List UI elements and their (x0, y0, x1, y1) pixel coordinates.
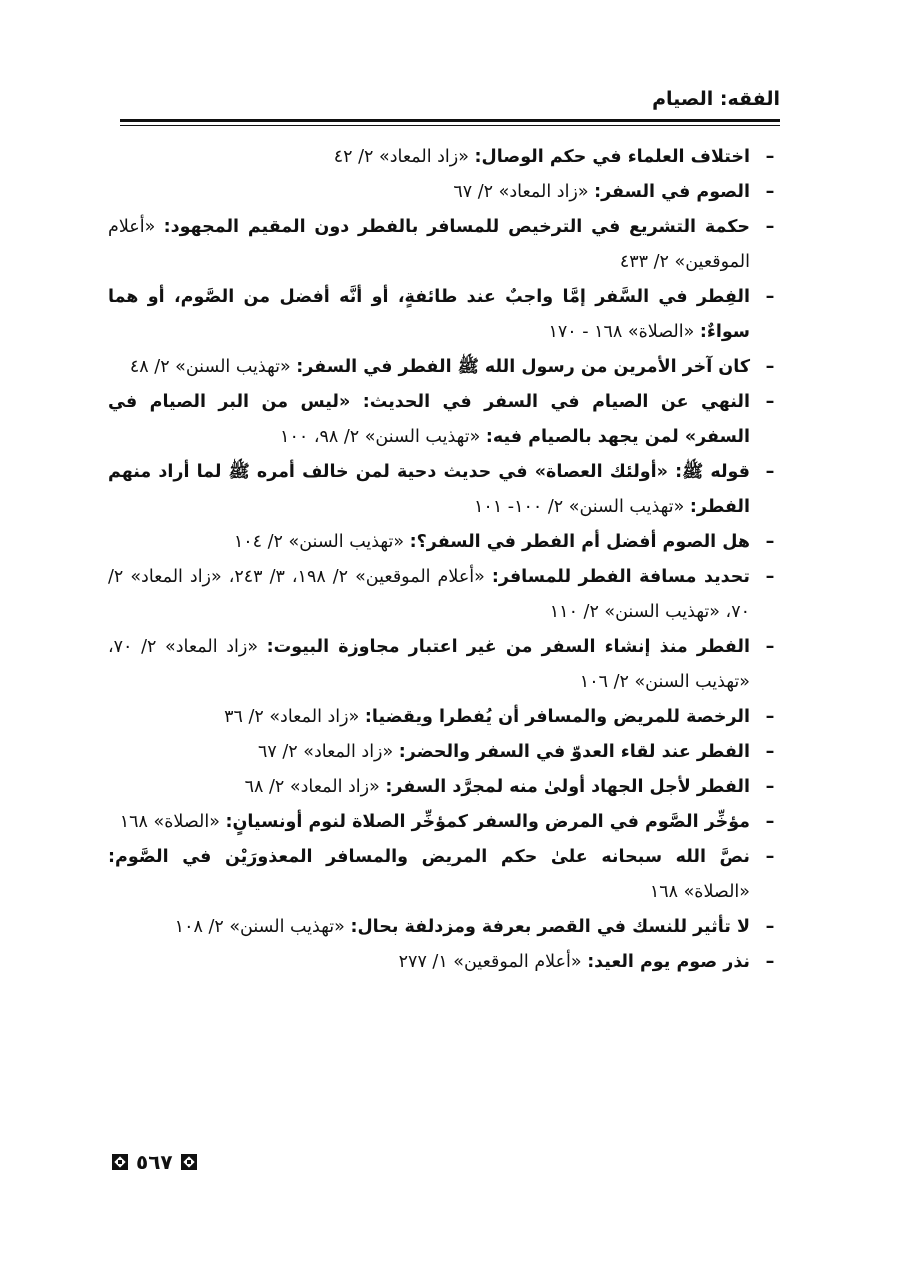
entry-dash: – (765, 147, 775, 167)
entry-dash: – (765, 462, 775, 482)
entry-dash: – (765, 707, 775, 727)
index-entry (108, 840, 780, 910)
index-entry-list (108, 140, 780, 980)
page-footer (112, 1150, 197, 1174)
header-rule-thick (120, 119, 780, 122)
index-entry (108, 735, 780, 770)
index-entry (108, 630, 780, 700)
entry-topic: النهي عن الصيام في السفر في الحديث: «ليس من البر الصيام في السفر» لمن يجهد بالصيام فيه: (108, 392, 750, 447)
entry-reference: «زاد المعاد» ٢/ ٧٠، «تهذيب السنن» ٢/ ١٠٦ (108, 637, 750, 692)
entry-dash: – (765, 392, 775, 412)
entry-dash: – (765, 567, 775, 587)
index-entry (108, 280, 780, 350)
entry-reference: «الصلاة» ١٦٨ (119, 812, 220, 832)
index-entry (108, 210, 780, 280)
index-entry (108, 525, 780, 560)
entry-reference: «الصلاة» ١٦٨ (649, 882, 750, 902)
entry-topic: الفِطر في السَّفر إمَّا واجبٌ عند طائفةٍ، أو أنَّه أفضل من الصَّوم، أو هما سواءٌ: (108, 287, 750, 342)
entry-reference: «تهذيب السنن» ٢/ ١٠٠- ١٠١ (474, 497, 685, 517)
entry-dash: – (765, 847, 775, 867)
entry-topic: مؤخِّر الصَّوم في المرض والسفر كمؤخِّر الصلاة لنوم أونسيانٍ: (225, 812, 750, 832)
entry-reference: «أعلام الموقعين» ١/ ٢٧٧ (398, 952, 582, 972)
index-entry (108, 455, 780, 525)
index-entry (108, 945, 780, 980)
index-entry (108, 805, 780, 840)
entry-topic: قوله ﷺ: «أولئك العصاة» في حديث دحية لمن خالف أمره ﷺ لما أراد منهم الفطر: (108, 462, 750, 517)
running-header-title: الفقه: الصيام (652, 88, 780, 110)
ornament-icon (112, 1154, 128, 1170)
entry-dash: – (765, 952, 775, 972)
index-entry (108, 385, 780, 455)
entry-dash: – (765, 777, 775, 797)
entry-reference: «زاد المعاد» ٢/ ٣٦ (224, 707, 360, 727)
entry-reference: «تهذيب السنن» ٢/ ٤٨ (129, 357, 291, 377)
entry-reference: «زاد المعاد» ٢/ ٦٧ (453, 182, 589, 202)
index-entry (108, 350, 780, 385)
index-entry (108, 910, 780, 945)
entry-topic: حكمة التشريع في الترخيص للمسافر بالفطر دون المقيم المجهود: (163, 217, 750, 237)
entry-topic: الفطر لأجل الجهاد أولىٰ منه لمجرَّد السفر: (385, 777, 750, 797)
entry-reference: «تهذيب السنن» ٢/ ١٠٨ (174, 917, 345, 937)
entry-reference: «زاد المعاد» ٢/ ٤٢ (333, 147, 469, 167)
entry-topic: نذر صوم يوم العيد: (587, 952, 750, 972)
entry-reference: «الصلاة» ١٦٨ - ١٧٠ (548, 322, 695, 342)
entry-topic: كان آخر الأمرين من رسول الله ﷺ الفطر في السفر: (296, 357, 750, 377)
entry-topic: الصوم في السفر: (594, 182, 750, 202)
entry-reference: «تهذيب السنن» ٢/ ١٠٤ (233, 532, 405, 552)
entry-topic: تحديد مسافة الفطر للمسافر: (491, 567, 750, 587)
entry-topic: لا تأثير للنسك في القصر بعرفة ومزدلفة بحال: (350, 917, 750, 937)
entry-dash: – (765, 637, 775, 657)
entry-dash: – (765, 812, 775, 832)
entry-dash: – (765, 532, 775, 552)
index-entry (108, 560, 780, 630)
entry-topic: الفطر عند لقاء العدوّ في السفر والحضر: (398, 742, 750, 762)
entry-topic: اختلاف العلماء في حكم الوصال: (474, 147, 750, 167)
index-entry (108, 140, 780, 175)
entry-topic: نصَّ الله سبحانه علىٰ حكم المريض والمسافر المعذورَيْن في الصَّوم: (108, 847, 750, 867)
entry-dash: – (765, 742, 775, 762)
entry-reference: «زاد المعاد» ٢/ ٦٨ (244, 777, 380, 797)
entry-dash: – (765, 287, 775, 307)
entry-reference: «أعلام الموقعين» ٢/ ١٩٨، ٣/ ٢٤٣، «زاد المعاد» ٢/ ٧٠، «تهذيب السنن» ٢/ ١١٠ (108, 567, 750, 622)
entry-reference: «زاد المعاد» ٢/ ٦٧ (258, 742, 394, 762)
entry-topic: هل الصوم أفضل أم الفطر في السفر؟: (409, 532, 750, 552)
entry-dash: – (765, 217, 775, 237)
entry-topic: الرخصة للمريض والمسافر أن يُفطرا ويقضيا: (364, 707, 750, 727)
ornament-icon (181, 1154, 197, 1170)
index-entry (108, 700, 780, 735)
entry-dash: – (765, 917, 775, 937)
entry-reference: «أعلام الموقعين» ٢/ ٤٣٣ (108, 217, 750, 272)
header-rule-thin (120, 125, 780, 126)
entry-dash: – (765, 182, 775, 202)
entry-dash: – (765, 357, 775, 377)
page-number: ٥٦٧ (136, 1150, 173, 1174)
index-entry (108, 770, 780, 805)
entry-reference: «تهذيب السنن» ٢/ ٩٨، ١٠٠ (280, 427, 481, 447)
index-entry (108, 175, 780, 210)
entry-topic: الفطر منذ إنشاء السفر من غير اعتبار مجاوزة البيوت: (266, 637, 750, 657)
